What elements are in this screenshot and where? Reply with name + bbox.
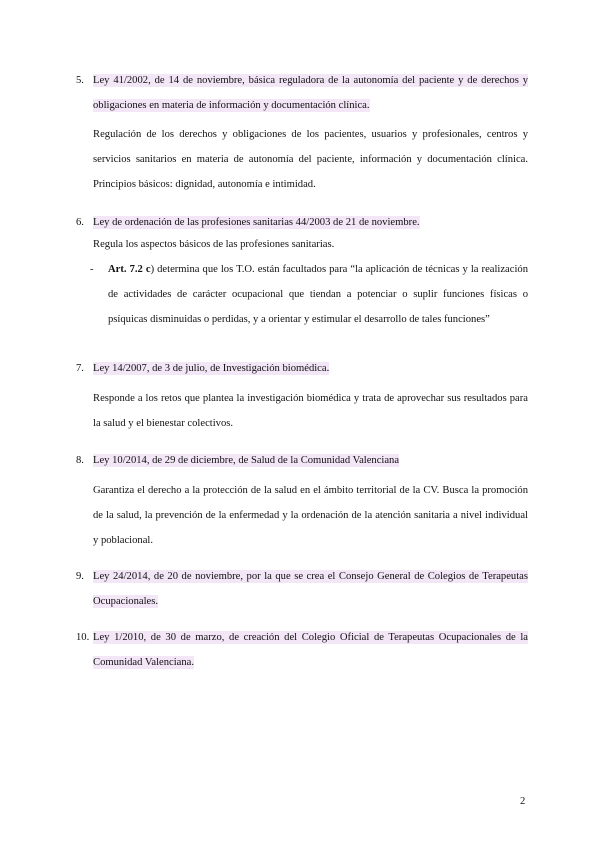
law-description-8 xyxy=(76,478,528,553)
article-description: ) determina que los T.O. están facultados para “la aplicación de técnicas y la realización de actividades de carácter ocupacional que tiendan a potenciar o suplir funciones físicas o psíquicas disminuidas o perdidas, y a orientar y estimular el desarrollo de tales funciones” xyxy=(108,264,528,325)
item-number: 5. xyxy=(76,75,84,86)
item-number: 8. xyxy=(76,455,84,466)
article-reference: Art. 7.2 c xyxy=(108,264,151,275)
law-item-8 xyxy=(76,448,528,473)
law-item-5 xyxy=(76,68,528,118)
item-number: 10. xyxy=(76,632,90,643)
law-title-text: Ley de ordenación de las profesiones sanitarias 44/2003 de 21 de noviembre. xyxy=(93,217,420,228)
item-number: 7. xyxy=(76,363,84,374)
law-title-text: Ley 1/2010, de 30 de marzo, de creación del Colegio Oficial de Terapeutas Ocupacionales de la Comunidad Valenciana. xyxy=(93,632,528,668)
law-title xyxy=(93,68,528,118)
article-bullet xyxy=(90,257,528,332)
law-title xyxy=(93,448,528,473)
law-description-text: Regulación de los derechos y obligaciones de los pacientes, usuarios y profesionales, centros y servicios sanitarios en materia de autonomía del paciente, información y documentación clínica. Principios básicos: dignidad, autonomía e intimidad. xyxy=(93,129,528,190)
law-title-text: Ley 14/2007, de 3 de julio, de Investigación biomédica. xyxy=(93,363,330,374)
bullet-text xyxy=(108,257,528,332)
law-title-text: Ley 41/2002, de 14 de noviembre, básica reguladora de la autonomía del paciente y de derechos y obligaciones en materia de información y documentación clínica. xyxy=(93,75,528,111)
law-title-text: Ley 24/2014, de 20 de noviembre, por la que se crea el Consejo General de Colegios de Terapeutas Ocupacionales. xyxy=(93,571,528,607)
law-description-text: Responde a los retos que plantea la investigación biomédica y trata de aprovechar sus resultados para la salud y el bienestar colectivos. xyxy=(93,393,528,429)
law-title-text: Ley 10/2014, de 29 de diciembre, de Salud de la Comunidad Valenciana xyxy=(93,455,400,466)
law-description-7 xyxy=(76,386,528,436)
law-description-text: Garantiza el derecho a la protección de la salud en el ámbito territorial de la CV. Busca la promoción de la salud, la prevención de la enfermedad y la ordenación de la atención sanitaria a nivel individual y poblacional. xyxy=(93,485,528,546)
page-number: 2 xyxy=(520,796,526,807)
law-item-7 xyxy=(76,356,528,381)
law-item-10 xyxy=(76,625,528,675)
item-number: 9. xyxy=(76,571,84,582)
law-title xyxy=(93,356,528,381)
law-title xyxy=(93,564,528,614)
law-title xyxy=(93,625,528,675)
law-description-6 xyxy=(76,232,528,257)
bullet-dash: - xyxy=(90,264,94,275)
law-description-text: Regula los aspectos básicos de las profesiones sanitarias. xyxy=(93,239,335,250)
law-item-9 xyxy=(76,564,528,614)
law-description-5 xyxy=(76,122,528,197)
item-number: 6. xyxy=(76,217,84,228)
